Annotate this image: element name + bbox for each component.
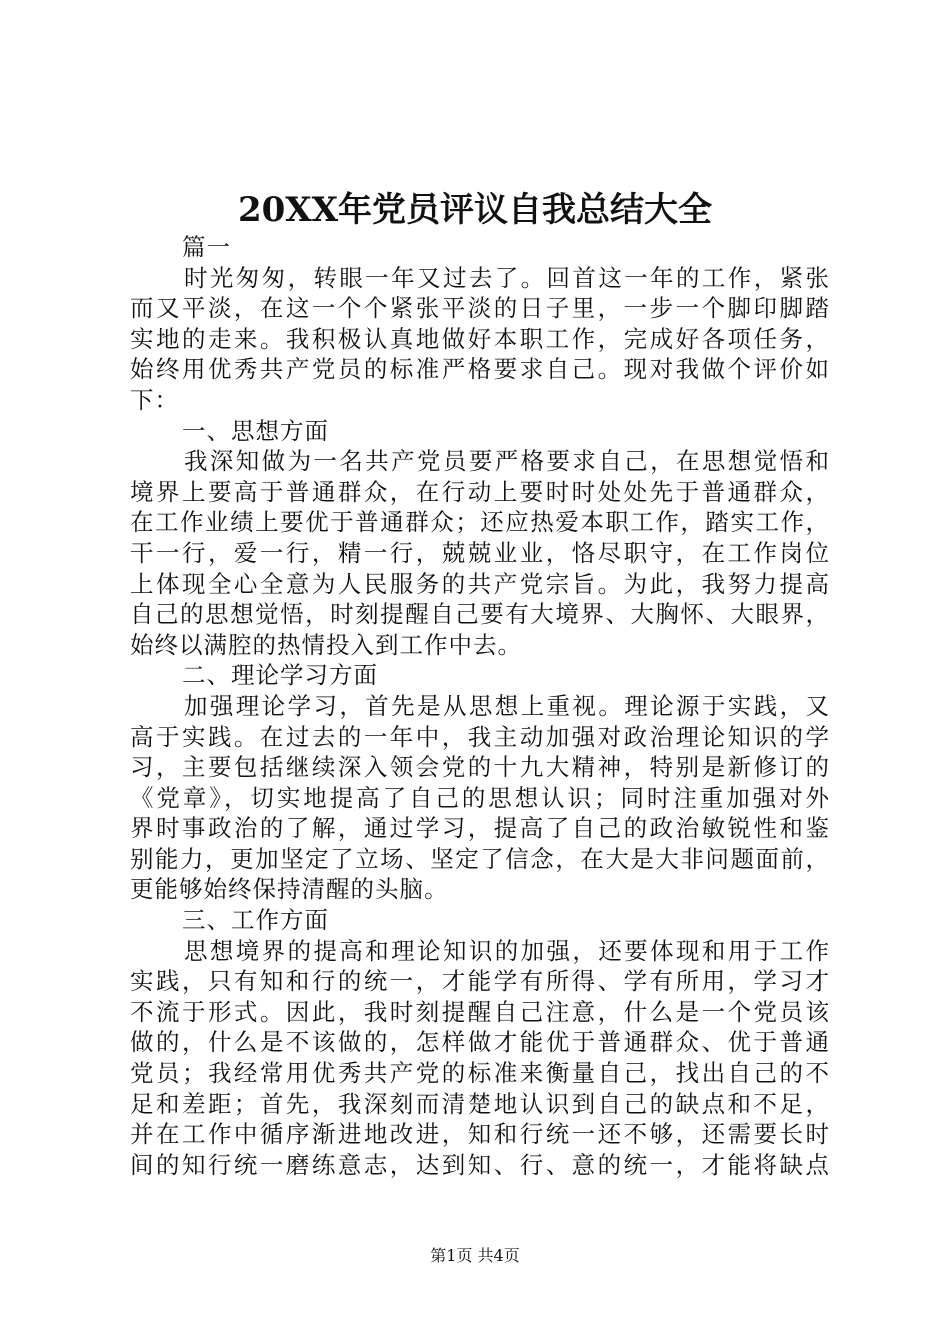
paragraph-line: 在工作业绩上要优于普通群众；还应热爱本职工作，踏实工作，	[130, 508, 830, 537]
paragraph-line: 始终用优秀共产党员的标准严格要求自己。现对我做个评价如	[130, 355, 830, 384]
paragraph-line: 界时事政治的了解，通过学习，提高了自己的政治敏锐性和鉴	[130, 814, 830, 843]
paragraph-line: 足和差距；首先，我深刻而清楚地认识到自己的缺点和不足，	[130, 1089, 830, 1118]
paragraph-line: 别能力，更加坚定了立场、坚定了信念，在大是大非问题面前，	[130, 844, 830, 873]
section-heading: 一、思想方面	[182, 416, 329, 445]
paragraph-line: 《党章》，切实地提高了自己的思想认识；同时注重加强对外	[130, 783, 830, 812]
paragraph-line: 不流于形式。因此，我时刻提醒自己注意，什么是一个党员该	[130, 997, 830, 1026]
paragraph-line: 并在工作中循序渐进地改进，知和行统一还不够，还需要长时	[130, 1120, 830, 1149]
paragraph-line: 党员；我经常用优秀共产党的标准来衡量自己，找出自己的不	[130, 1059, 830, 1088]
paragraph-line: 始终以满腔的热情投入到工作中去。	[130, 630, 522, 659]
paragraph-line: 习，主要包括继续深入领会党的十九大精神，特别是新修订的	[130, 753, 830, 782]
paragraph-line: 我深知做为一名共产党员要严格要求自己，在思想觉悟和	[184, 447, 830, 476]
paragraph-line: 更能够始终保持清醒的头脑。	[130, 875, 449, 904]
paragraph-line: 实践，只有知和行的统一，才能学有所得、学有所用，学习才	[130, 967, 830, 996]
paragraph-line: 做的，什么是不该做的，怎样做才能优于普通群众、优于普通	[130, 1028, 830, 1057]
paragraph-line: 下：	[130, 385, 179, 414]
section-heading: 三、工作方面	[182, 906, 329, 935]
paragraph-line: 自己的思想觉悟，时刻提醒自己要有大境界、大胸怀、大眼界，	[130, 600, 830, 629]
paragraph-line: 加强理论学习，首先是从思想上重视。理论源于实践，又	[184, 691, 830, 720]
paragraph-line: 境界上要高于普通群众，在行动上要时时处处先于普通群众，	[130, 477, 830, 506]
section-label: 篇一	[182, 233, 231, 261]
document-body	[130, 232, 830, 1180]
paragraph-line: 上体现全心全意为人民服务的共产党宗旨。为此，我努力提高	[130, 569, 830, 598]
paragraph-line: 时光匆匆，转眼一年又过去了。回首这一年的工作，紧张	[184, 263, 830, 292]
paragraph-line: 高于实践。在过去的一年中，我主动加强对政治理论知识的学	[130, 722, 830, 751]
paragraph-line: 而又平淡，在这一个个紧张平淡的日子里，一步一个脚印脚踏	[130, 294, 830, 323]
paragraph-line: 间的知行统一磨练意志，达到知、行、意的统一，才能将缺点	[130, 1150, 830, 1179]
page-footer: 第1页 共4页	[430, 1246, 520, 1265]
document-title: 20XX年党员评议自我总结大全	[237, 190, 713, 230]
paragraph-line: 干一行，爱一行，精一行，兢兢业业，恪尽职守，在工作岗位	[130, 538, 830, 567]
paragraph-line: 实地的走来。我积极认真地做好本职工作，完成好各项任务，	[130, 324, 830, 353]
paragraph-line: 思想境界的提高和理论知识的加强，还要体现和用于工作	[184, 936, 830, 965]
section-heading: 二、理论学习方面	[182, 661, 378, 690]
